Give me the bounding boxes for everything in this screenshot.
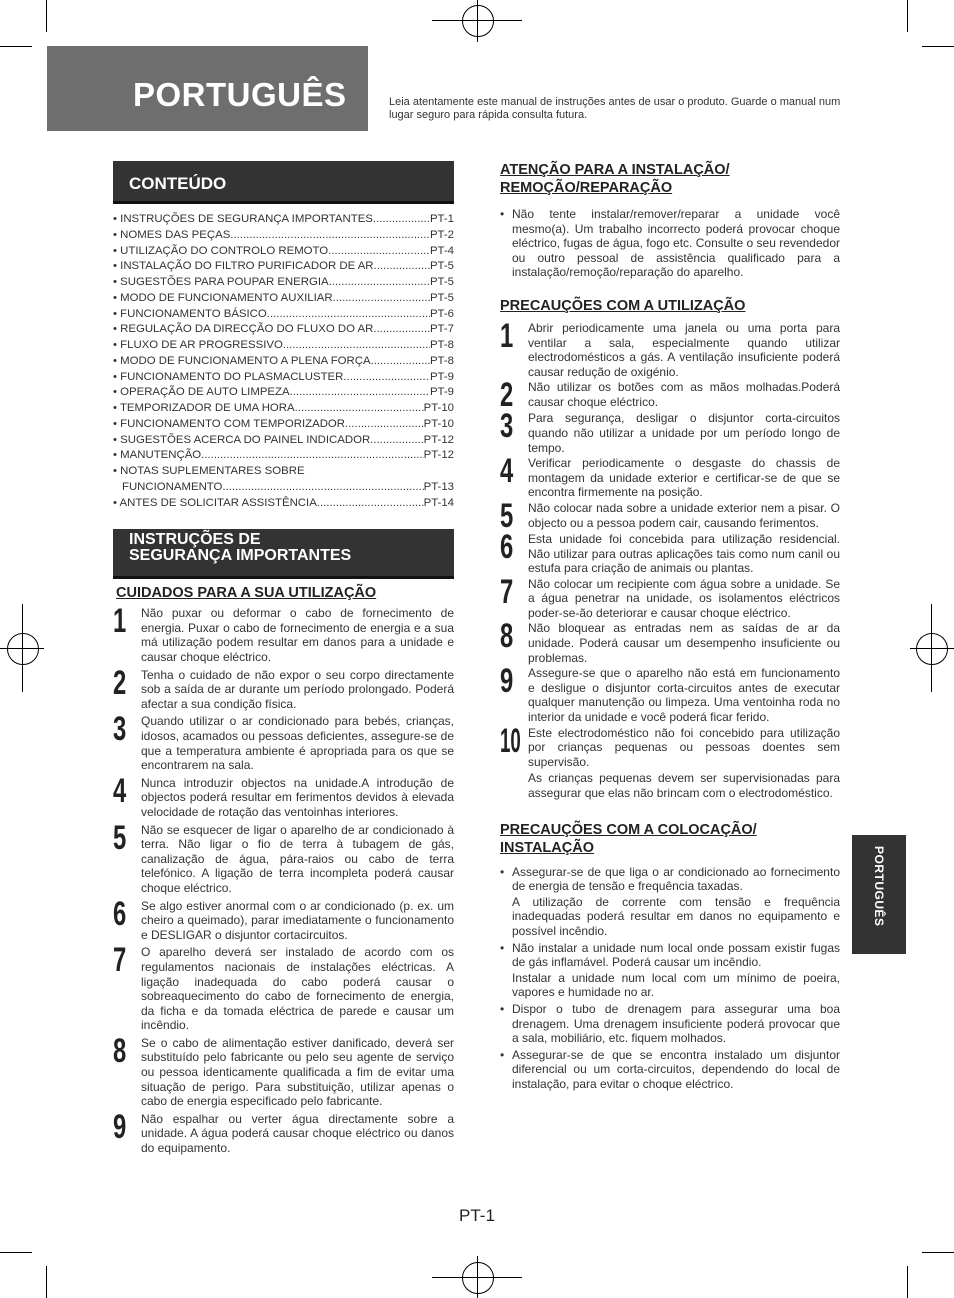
- toc-item: [113, 307, 454, 323]
- bullet-text: Não instalar a unidade num local onde possam existir fugas de gás inflamável. Poderá causar um incêndio.: [512, 940, 840, 970]
- toc-item: [113, 212, 454, 228]
- registration-line: [931, 604, 932, 692]
- toc-leader: [370, 433, 423, 449]
- care-heading: CUIDADOS PARA A SUA UTILIZAÇÃO: [116, 585, 377, 602]
- numbered-item: [113, 941, 454, 1033]
- numbered-item: [113, 1031, 454, 1109]
- toc-label: • INSTALAÇÃO DO FILTRO PURIFICADOR DE AR: [113, 260, 374, 273]
- bullet-text: Não tente instalar/remover/reparar a unidade você mesmo(a). Um trabalho incorrecto poderá provocar choque eléctrico, fugas de água, fogo etc. Consulte o seu revendedor ou outro pessoal de assistência qualificado para a instalação/remoção/reparação do aparelho.: [512, 207, 840, 280]
- toc-leader: [333, 291, 430, 307]
- crop-mark: [907, 1266, 908, 1298]
- toc-leader: [267, 307, 430, 323]
- toc-page: PT-1: [429, 213, 454, 225]
- toc-page: PT-10: [423, 402, 454, 414]
- toc-label: • MODO DE FUNCIONAMENTO AUXILIAR: [113, 291, 333, 304]
- toc-leader: [345, 417, 424, 433]
- toc-page: PT-7: [429, 323, 454, 336]
- numbered-item: [500, 376, 840, 415]
- toc-label: • FUNCIONAMENTO DO PLASMACLUSTER: [113, 370, 344, 383]
- item-text: [141, 1036, 454, 1109]
- toc-item: [113, 244, 454, 260]
- care-list: [113, 602, 454, 1156]
- numbered-item: [500, 407, 840, 455]
- toc-page: PT-5: [429, 291, 454, 304]
- item-text: [141, 606, 454, 664]
- toc-page: PT-8: [429, 354, 454, 367]
- toc-label: FUNCIONAMENTO: [122, 480, 223, 493]
- numbered-item: [500, 527, 840, 576]
- contents-heading: CONTEÚDO: [113, 161, 454, 204]
- item-number: 1: [500, 316, 514, 355]
- toc-leader: [222, 480, 423, 496]
- installation-attention-line2: REMOÇÃO/REPARAÇÃO: [500, 180, 673, 196]
- numbered-item: [500, 452, 840, 500]
- toc-leader: [317, 496, 424, 512]
- item-text: [528, 411, 840, 455]
- table-of-contents: [113, 212, 454, 511]
- language-title-box: [47, 46, 368, 131]
- registration-mark-bottom: [462, 1262, 494, 1294]
- toc-page: PT-9: [429, 370, 454, 383]
- toc-page: PT-12: [423, 433, 454, 446]
- numbered-item: [500, 617, 840, 665]
- registration-mark-right: [916, 633, 948, 665]
- toc-page: PT-5: [429, 260, 454, 273]
- toc-label: • SUGESTÕES ACERCA DO PAINEL INDICADOR: [113, 433, 371, 446]
- toc-label: • FLUXO DE AR PROGRESSIVO: [113, 339, 283, 351]
- item-text-main: Este electrodoméstico não foi concebido para utilização por crianças pequenas ou pessoas doentes sem supervisão.: [528, 725, 840, 769]
- toc-item: [113, 448, 454, 464]
- item-text-main: Tenha o cuidado de não expor o seu corpo directamente sob a saída de ar durante um período prolongado. Poderá afectar a sua condição física.: [141, 667, 454, 711]
- bullet-dot: •: [500, 207, 505, 221]
- item-number: 8: [113, 1031, 127, 1070]
- item-text-extra: As crianças pequenas devem ser supervisionadas para assegurar que elas não brincam com o electrodoméstico.: [528, 771, 840, 800]
- item-text: [141, 776, 454, 820]
- registration-line: [477, 0, 478, 42]
- right-column: [500, 161, 840, 1092]
- installation-attention-line1: ATENÇÃO PARA A INSTALAÇÃO/: [500, 162, 730, 178]
- registration-line: [22, 604, 23, 692]
- item-text-main: Abrir periodicamente uma janela ou uma porta para ventilar a sala, especialmente quando utilizar electrodomésticos a gás. A ventilação insuficiente poderá causar redução de oxigénio.: [528, 320, 840, 379]
- crop-mark: [922, 46, 954, 47]
- usage-precautions-list: [500, 316, 840, 801]
- toc-leader: [371, 354, 430, 370]
- numbered-item: [500, 496, 840, 535]
- toc-item: [113, 291, 454, 307]
- crop-mark: [46, 0, 47, 32]
- toc-label: • INSTRUÇÕES DE SEGURANÇA IMPORTANTES: [113, 213, 373, 225]
- bullet-extra-text: Instalar a unidade num local com um mínimo de poeira, vapores e humidade no ar.: [512, 970, 840, 1000]
- numbered-item: [113, 602, 454, 665]
- safety-heading-line1: INSTRUÇÕES DE: [129, 531, 261, 549]
- numbered-item: [500, 662, 840, 725]
- toc-item: [113, 401, 454, 417]
- bullet-item: [500, 1002, 840, 1046]
- item-text-main: Não colocar nada sobre a unidade exterior nem a pisar. O objecto ou a pessoa podem cair, causando ferimentos.: [528, 500, 840, 530]
- item-number: 1: [113, 602, 127, 641]
- bullet-dot: •: [500, 1047, 505, 1062]
- bullet-item: [500, 865, 840, 894]
- item-text: [528, 532, 840, 576]
- numbered-item: [113, 663, 454, 712]
- usage-precautions-heading: PRECAUÇÕES COM A UTILIZAÇÃO: [500, 297, 746, 314]
- toc-label: • ANTES DE SOLICITAR ASSISTÊNCIA: [113, 496, 317, 509]
- toc-page: PT-5: [429, 276, 454, 288]
- crop-mark: [0, 1252, 32, 1253]
- toc-leader: [373, 322, 430, 338]
- item-text-main: O aparelho deverá ser instalado de acordo com os regulamentos nacionais de instalações eléctricas. A ligação inadequada do cabo poderá causar o sobreaquecimento do cabo de fornecimento de energia, da ficha e da tomada eléctrica de parede e causar um incêndio.: [141, 945, 454, 1033]
- item-number: 5: [113, 818, 127, 857]
- item-number: 4: [500, 452, 514, 491]
- bullet-item: [500, 941, 840, 970]
- item-text: [528, 501, 840, 531]
- item-number: 9: [500, 662, 514, 701]
- item-text-main: Se algo estiver anormal com o ar condicionado (p. ex. um cheiro a queimado), parar imediatamente o funcionamento e DESLIGAR o disjuntor cortacircuitos.: [141, 898, 454, 942]
- side-tab-label: PORTUGUÊS: [872, 846, 886, 927]
- item-text: [528, 621, 840, 665]
- item-text-main: Não colocar um recipiente com água sobre a unidade. Se a água penetrar na unidade, os isolamentos eléctricos poder-se-ão deteriorar e causar choque eléctrico.: [528, 576, 840, 620]
- toc-leader: [373, 212, 430, 228]
- item-text: [141, 945, 454, 1033]
- item-text: [141, 899, 454, 943]
- toc-page: PT-12: [423, 449, 454, 462]
- toc-item: [113, 259, 454, 275]
- item-text: [528, 726, 840, 801]
- item-text-main: Não puxar ou deformar o cabo de fornecimento de energia. Puxar o cabo de fornecimento de energia e a sua má utilização podem resultar em danos para a unidade e causar choque eléctrico.: [141, 606, 454, 665]
- toc-item: [113, 354, 454, 370]
- item-text-main: Se o cabo de alimentação estiver danificado, deverá ser substituído pelo fabricante ou pelo seu agente de serviço ou pessoa identicamente qualificada a fim de evitar uma situação de perigo. Para substituição, utilizar apenas o cabo de energia especificado pelo fabricante.: [141, 1035, 454, 1109]
- item-text: [141, 823, 454, 896]
- registration-mark-top: [462, 5, 494, 37]
- item-number: 3: [113, 710, 127, 749]
- toc-leader: [328, 244, 430, 260]
- item-text: [141, 1112, 454, 1156]
- installation-attention-heading: [500, 161, 840, 197]
- toc-label: • FUNCIONAMENTO COM TEMPORIZADOR: [113, 417, 346, 430]
- page-number: PT-1: [459, 1206, 495, 1225]
- item-number: 7: [113, 941, 127, 980]
- item-text-main: Não utilizar os botões com as mãos molhadas.Poderá causar choque eléctrico.: [528, 380, 840, 409]
- crop-mark: [46, 1266, 47, 1298]
- item-number: 3: [500, 407, 514, 446]
- toc-label: • NOTAS SUPLEMENTARES SOBRE: [113, 465, 305, 477]
- bullet-item: [500, 1048, 840, 1092]
- item-text-main: Esta unidade foi concebida para utilização residencial. Não utilizar para outras aplicações tais como num canil ou estufa para criação de animais ou plantas.: [528, 531, 840, 576]
- crop-mark: [907, 0, 908, 32]
- bullet-dot: •: [500, 864, 505, 879]
- numbered-item: [113, 771, 454, 820]
- item-text-main: Não se esquecer de ligar o aparelho de ar condicionado à terra. Não ligar o fio de terra à tubagem de gás, canalização de água, pára-raios ou cabo de terra telefónico. A ligação de terra incompleta poderá causar choque eléctrico.: [141, 822, 454, 895]
- toc-item: [113, 322, 454, 338]
- item-text: [528, 380, 840, 410]
- toc-item-continued: [113, 480, 454, 496]
- item-number: 2: [500, 376, 514, 415]
- registration-line: [477, 1256, 478, 1298]
- item-number: 10: [500, 721, 521, 760]
- numbered-item: [113, 894, 454, 943]
- toc-item: [113, 464, 454, 480]
- bullet-dot: •: [500, 940, 505, 955]
- toc-label: • TEMPORIZADOR DE UMA HORA: [113, 402, 295, 414]
- item-number: 7: [500, 572, 514, 611]
- item-text: [141, 668, 454, 712]
- bullet-item: [500, 207, 840, 280]
- toc-label: • OPERAÇÃO DE AUTO LIMPEZA: [113, 386, 290, 399]
- installation-attention-list: [500, 207, 840, 280]
- item-text: [528, 577, 840, 621]
- toc-page: PT-4: [429, 244, 454, 257]
- toc-item: [113, 496, 454, 512]
- item-text-main: Quando utilizar o ar condicionado para bebés, crianças, idosos, acamados ou pessoas deficientes, assegure-se de que a temperatura ambiente é apropriada para os que se encontrarem na sala.: [141, 714, 454, 773]
- numbered-item: [500, 316, 840, 379]
- toc-page: PT-13: [423, 480, 454, 493]
- item-number: 8: [500, 617, 514, 656]
- toc-leader: [329, 275, 430, 291]
- bullet-text: Dispor o tubo de drenagem para assegurar uma boa drenagem. Uma drenagem insuficiente poderá provocar que a sala, mobiliário, etc. fiquem molhados.: [512, 1001, 840, 1046]
- toc-page: PT-10: [423, 417, 454, 430]
- placement-precautions-line1: PRECAUÇÕES COM A COLOCAÇÃO/: [500, 821, 757, 838]
- bullet-extra-text: A utilização de corrente com tensão e frequência inadequadas poderá resultar em danos no equipamento e possível incêndio.: [512, 894, 840, 938]
- toc-label: • REGULAÇÃO DA DIRECÇÃO DO FLUXO DO AR: [113, 323, 374, 336]
- item-text: [528, 666, 840, 724]
- toc-item: [113, 417, 454, 433]
- toc-item: [113, 338, 454, 354]
- placement-precautions-line2: INSTALAÇÃO: [500, 839, 594, 856]
- toc-leader: [283, 338, 430, 354]
- toc-leader: [201, 448, 423, 464]
- item-number: 9: [113, 1107, 127, 1146]
- toc-page: PT-6: [429, 307, 454, 320]
- toc-leader: [343, 370, 430, 386]
- toc-leader: [290, 385, 430, 401]
- toc-label: • MANUTENÇÃO: [113, 449, 202, 462]
- item-text-main: Não espalhar ou verter água directamente sobre a unidade. A água poderá causar choque eléctrico ou danos do equipamento.: [141, 1111, 454, 1156]
- item-text-main: Não bloquear as entradas nem as saídas de ar da unidade. Poderá causar um desempenho insuficiente ou problemas.: [528, 621, 840, 665]
- item-number: 5: [500, 496, 514, 535]
- toc-item: [113, 275, 454, 291]
- toc-leader: [230, 228, 430, 244]
- bullet-dot: •: [500, 1001, 505, 1016]
- toc-item: [113, 433, 454, 449]
- item-text: [141, 714, 454, 772]
- toc-item: [113, 385, 454, 401]
- toc-page: PT-9: [429, 386, 454, 399]
- toc-page: PT-14: [423, 496, 454, 509]
- item-number: 6: [500, 527, 514, 566]
- toc-page: PT-8: [429, 339, 454, 351]
- numbered-item: [113, 818, 454, 896]
- toc-label: • NOMES DAS PEÇAS: [113, 228, 231, 241]
- item-text-main: Verificar periodicamente o desgaste do chassis de montagem da unidade exterior e certificar-se de que se encontra firmemente na posição.: [528, 456, 840, 500]
- item-text-main: Assegure-se que o aparelho não está em funcionamento e desligue o disjuntor corta-circuitos antes de executar qualquer manutenção ou limpeza. Uma ventoinha roda no interior da unidade e você poderá ficar ferido.: [528, 666, 840, 725]
- bullet-text: Assegurar-se de que se encontra instalado um disjuntor diferencial ou um corta-circuitos, dependendo do local de instalação, para evitar o choque eléctrico.: [512, 1047, 840, 1091]
- numbered-item: [500, 572, 840, 621]
- toc-leader: [374, 259, 430, 275]
- side-language-tab: [852, 835, 906, 954]
- item-number: 2: [113, 663, 127, 702]
- item-text-main: Nunca introduzir objectos na unidade.A introdução de objectos poderá resultar em ferimentos devidos à elevada velocidade de rotação das ventoinhas interiores.: [141, 775, 454, 819]
- toc-leader: [295, 401, 424, 417]
- safety-heading: [113, 529, 454, 579]
- intro-text: Leia atentamente este manual de instruções antes de usar o produto. Guarde o manual num lugar seguro para rápida consulta futura.: [389, 96, 841, 121]
- language-title: PORTUGUÊS: [133, 76, 347, 113]
- toc-item: [113, 228, 454, 244]
- crop-mark: [0, 46, 32, 47]
- toc-item: [113, 370, 454, 386]
- toc-label: • FUNCIONAMENTO BÁSICO: [113, 307, 267, 320]
- toc-page: PT-2: [429, 228, 454, 241]
- placement-precautions-list: [500, 865, 840, 1092]
- toc-label: • SUGESTÕES PARA POUPAR ENERGIA: [113, 276, 329, 288]
- item-text: [528, 321, 840, 379]
- left-column: [113, 161, 454, 1159]
- item-text: [528, 456, 840, 500]
- item-number: 6: [113, 894, 127, 933]
- registration-line: [910, 648, 954, 649]
- toc-label: • MODO DE FUNCIONAMENTO A PLENA FORÇA: [113, 354, 371, 367]
- item-text-main: Para segurança, desligar o disjuntor corta-circuitos quando não utilizar a unidade por um período longo de tempo.: [528, 411, 840, 455]
- item-number: 4: [113, 771, 127, 810]
- registration-mark-left: [7, 633, 39, 665]
- bullet-text: Assegurar-se de que liga o ar condicionado ao fornecimento de energia de tensão e frequência taxadas.: [512, 864, 840, 894]
- numbered-item: [113, 1107, 454, 1156]
- safety-heading-line2: SEGURANÇA IMPORTANTES: [129, 547, 352, 565]
- numbered-item: [113, 710, 454, 773]
- crop-mark: [922, 1252, 954, 1253]
- toc-label: • UTILIZAÇÃO DO CONTROLO REMOTO: [113, 244, 329, 257]
- placement-precautions-heading: [500, 821, 840, 857]
- numbered-item: [500, 721, 840, 801]
